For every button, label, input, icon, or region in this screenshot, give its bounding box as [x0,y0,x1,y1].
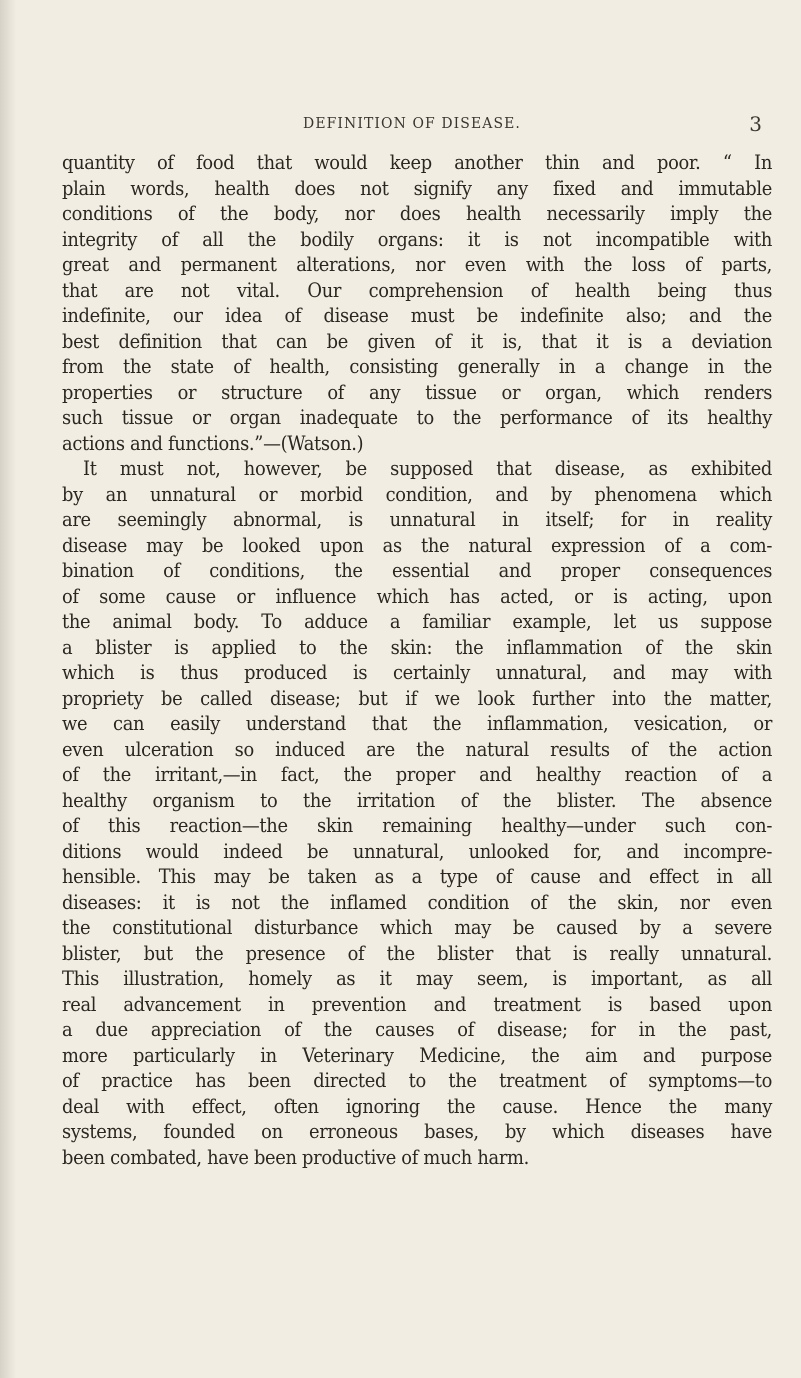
page-number: 3 [749,112,762,136]
text-line: of the irritant,—in fact, the proper and healthy reaction of a [62,763,773,786]
text-line: are seemingly abnormal, is unnatural in itself; for in reality [62,508,773,531]
text-line: more particularly in Veterinary Medicine, the aim and purpose [62,1043,773,1067]
text-line: plain words, health does not signify any fixed and immutable [62,176,773,200]
text-line: the animal body. To adduce a familiar example, let us suppose [62,610,773,633]
running-title: DEFINITION OF DISEASE. [303,114,521,132]
text-line: quantity of food that would keep another thin and poor. “ In [62,151,773,174]
text-line: the constitutional disturbance which may be caused by a severe [62,916,773,939]
text-line: that are not vital. Our comprehension of health being thus [62,278,773,302]
text-line: conditions of the body, nor does health necessarily imply the [62,202,773,225]
text-line: of practice has been directed to the treatment of symptoms—to [62,1069,773,1092]
text-line: systems, founded on erroneous bases, by which diseases have [62,1120,773,1143]
text-line: even ulceration so induced are the natural results of the action [62,737,773,761]
text-line: a due appreciation of the causes of disease; for in the past, [62,1018,773,1041]
text-line: diseases: it is not the inflamed condition of the skin, nor even [62,890,773,914]
text-line: healthy organism to the irritation of the blister. The absence [62,788,773,812]
running-head [62,114,762,144]
text-line: we can easily understand that the inflammation, vesication, or [62,712,773,735]
text-line: It must not, however, be supposed that disease, as exhibited [83,457,773,480]
text-line: hensible. This may be taken as a type of cause and effect in all [62,865,773,888]
text-line: propriety be called disease; but if we look further into the matter, [62,686,773,710]
text-line: a blister is applied to the skin: the inflammation of the skin [62,635,773,659]
text-line: such tissue or organ inadequate to the performance of its healthy [62,406,773,429]
text-line: bination of conditions, the essential and proper consequences [62,559,773,582]
text-line: properties or structure of any tissue or organ, which renders [62,380,773,404]
text-line: which is thus produced is certainly unnatural, and may with [62,661,773,684]
text-line: from the state of health, consisting generally in a change in the [62,355,773,378]
text-line: deal with effect, often ignoring the cause. Hence the many [62,1094,773,1118]
text-line: actions and functions.”—(Watson.) [62,431,364,455]
text-line: best definition that can be given of it is, that it is a deviation [62,329,773,353]
paragraph-2 [62,456,772,1170]
text-line: real advancement in prevention and treatment is based upon [62,992,773,1016]
text-line: blister, but the presence of the blister that is really unnatural. [62,941,773,965]
text-line: disease may be looked upon as the natural expression of a com- [62,533,773,557]
text-line: of some cause or influence which has acted, or is acting, upon [62,584,773,608]
text-line: of this reaction—the skin remaining healthy—under such con- [62,814,773,837]
page-edge-shadow [0,0,16,1378]
text-line: by an unnatural or morbid condition, and by phenomena which [62,482,773,506]
text-line: ditions would indeed be unnatural, unlooked for, and incompre- [62,839,773,863]
paragraph-1 [62,150,772,456]
text-line: indefinite, our idea of disease must be indefinite also; and the [62,304,773,327]
body-text [62,150,772,1170]
text-line: integrity of all the bodily organs: it is not incompatible with [62,227,773,251]
text-line: This illustration, homely as it may seem, is important, as all [62,967,773,990]
text-line: been combated, have been productive of much harm. [62,1145,529,1169]
text-line: great and permanent alterations, nor even with the loss of parts, [62,253,773,276]
